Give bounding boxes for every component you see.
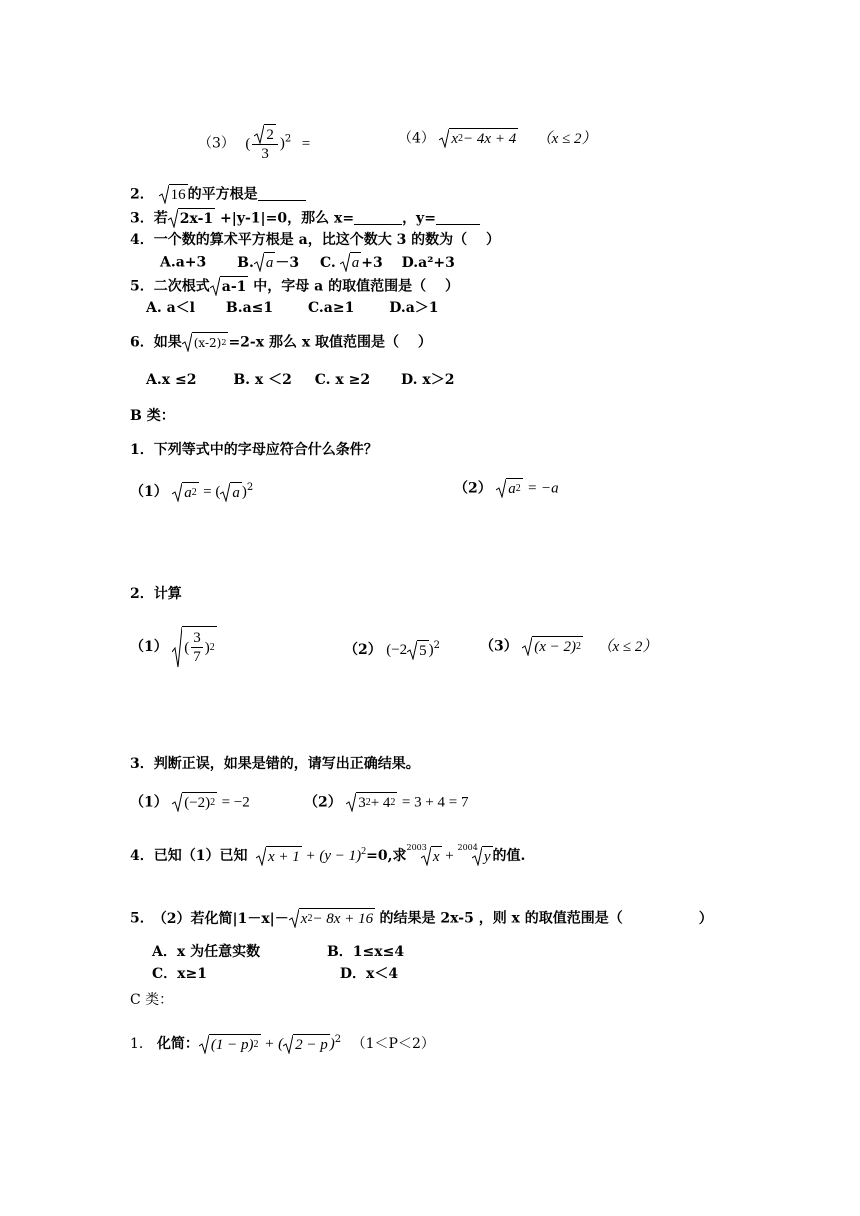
b-q3-item1: （1） (−2) 2 = −2 <box>130 792 250 813</box>
radical-x2-4x-4: x 2 − 4x + 4 <box>439 128 518 149</box>
option-b: B. a －3 <box>237 255 299 271</box>
option-c: C. a +3 <box>320 255 383 271</box>
a-q6-options <box>146 370 454 390</box>
b-q4: 4．已知（1）已知 x + 1 + $(y - 1)^2=0$,求$^{2003}$ x + $^{2004}$ y 的值. <box>130 843 526 865</box>
option-b: B. x ＜2 <box>233 372 292 388</box>
b-q2-item2: （2） (−2 5 )$^2$ <box>344 640 441 659</box>
option-c: C.a≥1 <box>308 300 355 316</box>
option-d: D.a＞1 <box>389 300 439 316</box>
option-b: B.a≤1 <box>225 300 274 316</box>
option-d: D. x＞2 <box>400 372 455 388</box>
b-q1: 1．下列等式中的字母应符合什么条件？ <box>130 442 378 458</box>
option-a: A. a＜l <box>146 300 195 316</box>
a-q1-item4-label: （4） <box>398 130 435 147</box>
a-q6: 6．如果 (x-2) 2 =2-x 那么 x 取值范围是（ ） <box>130 332 432 353</box>
b-q1-item2: （2） a 2 = −a <box>454 478 559 499</box>
radical-2x-1: 2x-1 <box>168 208 215 229</box>
a-q4: 4．一个数的算术平方根是 a，比这个数大 3 的数为（ ） <box>130 232 501 248</box>
option-c: C．x≥1 <box>152 966 207 982</box>
b-q2-item3: （3） (x − 2) 2 （x ≤ 2） <box>480 636 657 657</box>
option-a: A．x 为任意实数 <box>152 944 261 960</box>
option-d: D．x＜4 <box>339 966 399 982</box>
answer-blank <box>258 186 306 201</box>
option-a: A.a+3 <box>160 254 207 271</box>
a-q4-options <box>160 252 455 273</box>
answer-blank-y <box>436 210 480 225</box>
b-q1-item1: （1） a 2 = ( a )$^2$ <box>130 482 254 501</box>
b-q3: 3．判断正误，如果是错的，请写出正确结果。 <box>130 756 420 772</box>
c-section-title: C 类： <box>130 992 174 1008</box>
a-q1-item4: （4） x 2 − 4x + 4 （x ≤ 2） <box>398 128 597 149</box>
option-b: B．1≤x≤4 <box>326 944 405 960</box>
b-q5-options-row2 <box>152 964 398 984</box>
option-c: C. x ≥2 <box>314 372 371 388</box>
b-q3-item2: （2） 3 2 + 4 2 = 3 + 4 = 7 <box>304 792 469 813</box>
b-q2-item1: （1） ( $\frac{3}{7}$ ) 2 <box>130 626 217 668</box>
fraction-root2-over-3: $\frac{2}{3}$ <box>252 124 278 163</box>
radical-16: 16 <box>159 184 188 205</box>
a-q3: 3．若 2x-1 +|y-1|=0，那么 x= ，y= <box>130 208 480 229</box>
b-q2: 2．计算 <box>130 586 182 602</box>
b-q5-options-row1 <box>152 942 404 962</box>
answer-blank-x <box>354 210 402 225</box>
option-a: A.x ≤2 <box>146 372 197 388</box>
a-q2: 2． 16 的平方根是 <box>130 184 306 205</box>
b-section-title: B 类： <box>130 408 175 424</box>
c-q1: 1． 化简： (1 − p) 2 + ( 2 − p )$^2$ （1＜P＜2） <box>130 1034 435 1053</box>
a-q1-item3: （3） ( $\frac{2}{3}$ )$^2$ = <box>198 124 310 163</box>
a-q5-options <box>146 298 439 318</box>
b-q5: 5． （2）若化简|1－x|－ x 2 − 8x + 16 的结果是 2x-5 ，则 x 的取值范围是（ ） <box>130 908 713 929</box>
a-q5: 5．二次根式 a-1 中，字母 a 的取值范围是（ ） <box>130 276 459 297</box>
option-d: D.a²+3 <box>401 254 455 271</box>
a-q1-item3-label: （3） <box>198 135 235 152</box>
